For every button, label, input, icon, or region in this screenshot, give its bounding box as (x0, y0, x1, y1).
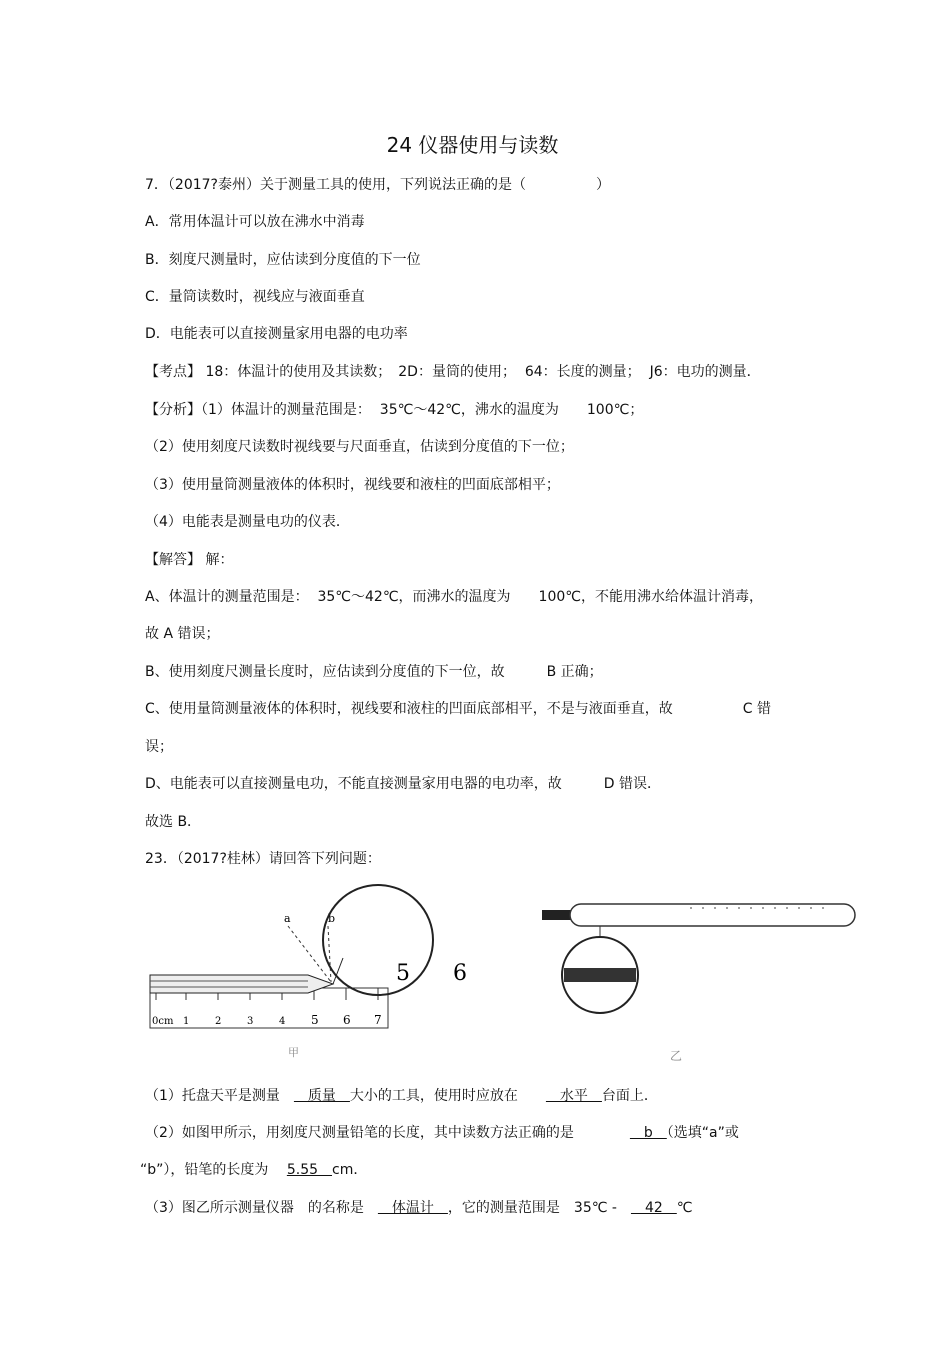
jieda-6: D、电能表可以直接测量电功，不能直接测量家用电器的电功率，故 D 错误． (145, 776, 662, 792)
option-a: A．常用体温计可以放在沸水中消毒 (145, 214, 365, 230)
option-c: C．量筒读数时，视线应与液面垂直 (145, 289, 365, 305)
ruler-1: 1 (183, 1016, 190, 1027)
fenxi-4: （4）电能表是测量电功的仪表． (145, 514, 350, 530)
q7-stem: 7．（2017?泰州）关于测量工具的使用，下列说法正确的是（ ） (145, 177, 610, 193)
jieda-2: 故 A 错误； (145, 626, 220, 642)
label-a: a (284, 912, 291, 925)
ruler-2: 2 (215, 1016, 222, 1027)
answer-thermometer: 体温计 (377, 1200, 448, 1216)
jieda-1: A、体温计的测量范围是： 35℃～42℃，而沸水的温度为 100℃，不能用沸水给体温计消毒， (145, 589, 763, 605)
answer-mass: 质量 (293, 1088, 350, 1104)
figure-jia-ruler-pencil (148, 878, 467, 1063)
jieda-4: C、使用量筒测量液体的体积时，视线要和液柱的凹面底部相平，不是与液面垂直，故 C 错 (145, 701, 771, 717)
fenxi-1: 【分析】（1）体温计的测量范围是： 35℃～42℃，沸水的温度为 100℃； (145, 402, 644, 418)
ruler-3: 3 (247, 1016, 254, 1027)
figure-jia-caption: 甲 (288, 1046, 299, 1059)
ruler-7: 7 (374, 1013, 382, 1027)
ruler-5: 5 (311, 1013, 319, 1027)
jieda-5: 误； (145, 739, 173, 755)
label-b: b (328, 912, 336, 925)
magnifier-circle (323, 885, 433, 995)
fenxi-3: （3）使用量筒测量液体的体积时，视线要和液柱的凹面底部相平； (145, 477, 560, 493)
figure-yi-caption: 乙 (670, 1049, 683, 1063)
pencil (150, 975, 333, 993)
q23-part2-cont: “b”），铅笔的长度为 5.55 cm． (140, 1162, 368, 1178)
thermometer (570, 904, 855, 926)
answer-42: 42 (630, 1200, 677, 1216)
jieda-0: 【解答】 解： (145, 552, 234, 568)
answer-b: b (629, 1125, 667, 1141)
ruler-6: 6 (343, 1013, 351, 1027)
ruler-4: 4 (279, 1016, 286, 1027)
option-d: D．电能表可以直接测量家用电器的电功率 (145, 326, 408, 342)
figure-yi-thermometer (540, 890, 860, 1065)
q23-part3: （3）图乙所示测量仪器 的名称是 体温计 ，它的测量范围是 35℃ - 42 ℃ (145, 1200, 693, 1216)
fenxi-2: （2）使用刻度尺读数时视线要与尺面垂直，估读到分度值的下一位； (145, 439, 574, 455)
mag-6: 6 (453, 961, 467, 986)
kaodian: 【考点】 18：体温计的使用及其读数； 2D：量筒的使用； 64：长度的测量； J6：电功的测量． (145, 364, 761, 380)
jieda-7: 故选 B． (145, 814, 202, 830)
ruler-0: 0cm (152, 1016, 174, 1027)
jieda-3: B、使用刻度尺测量长度时，应估读到分度值的下一位，故 B 正确； (145, 664, 603, 680)
mag-5: 5 (396, 961, 410, 986)
q23-stem: 23．（2017?桂林）请回答下列问题： (145, 851, 381, 867)
answer-length: 5.55 (286, 1162, 333, 1178)
q23-part1: （1）托盘天平是测量 质量 大小的工具，使用时应放在 水平 台面上． (145, 1088, 658, 1104)
answer-horizontal: 水平 (545, 1088, 602, 1104)
q23-part2: （2）如图甲所示，用刻度尺测量铅笔的长度，其中读数方法正确的是 b （选填“a”或 (145, 1125, 739, 1141)
page-title: 24 仪器使用与读数 (386, 133, 559, 157)
option-b: B．刻度尺测量时，应估读到分度值的下一位 (145, 252, 421, 268)
